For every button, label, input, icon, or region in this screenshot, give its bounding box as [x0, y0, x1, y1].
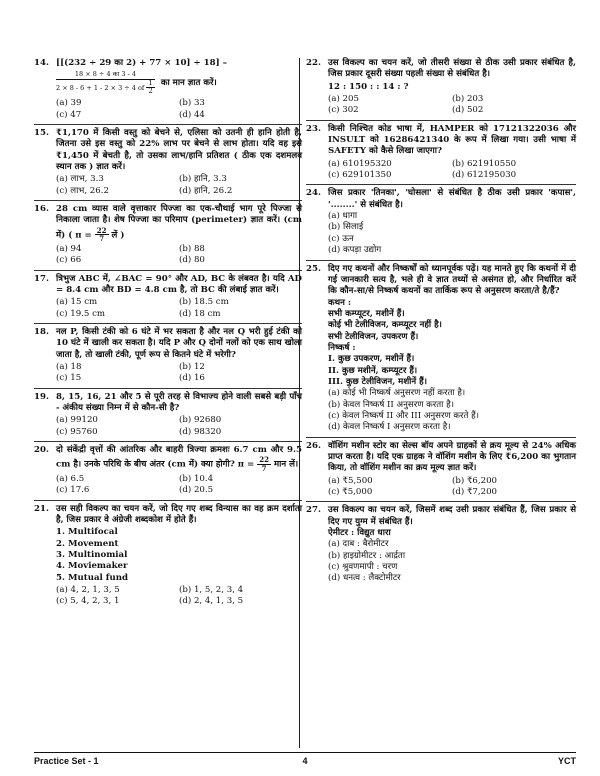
option-c[interactable]: (c) 17.6: [56, 485, 90, 496]
question-text: [56, 445, 302, 473]
option-a[interactable]: (a) ₹5,500: [328, 475, 373, 486]
question-number: 26.: [306, 440, 321, 451]
option-a[interactable]: (a) 15 cm: [56, 297, 98, 308]
question-number: 17.: [34, 273, 49, 284]
option-c[interactable]: (c) 15: [56, 373, 82, 384]
question-27: [306, 505, 576, 584]
option-c[interactable]: (c) 95760: [56, 426, 98, 437]
question-text: दिए गए कथनों और निष्कर्षों को ध्यानपूर्वक पढ़ें। यह मानते हुए कि कथनों में दी गई जानकारी सत्य है, भले ही वे ज्ञात तथ्यों से असंगत हो, और निर्धारित करें कि कौन-सा/से निष्कर्ष कथनों का तार्किक रूप से अनुसरण करता/ते है/हैं?: [328, 263, 576, 297]
question-number: 15.: [34, 127, 49, 138]
options: [328, 388, 576, 433]
divider: [34, 323, 302, 324]
question-19: [34, 392, 302, 438]
fraction: [56, 70, 155, 96]
option-a[interactable]: (a) लाभ, 3.3: [56, 174, 104, 185]
conclusion: II. कुछ मशीनें, कम्प्यूटर हैं।: [328, 365, 418, 376]
option-c[interactable]: (c) 66: [56, 255, 82, 266]
option-c[interactable]: (c) केवल निष्कर्ष II और III अनुसरण करते हैं।: [328, 410, 479, 421]
question-number: 25.: [306, 263, 321, 274]
question-text: उस विकल्प का चयन करें, जो तीसरी संख्या से ठीक उसी प्रकार संबंधित है, जिस प्रकार दूसरी संख्या पहली संख्या से संबंधित है।: [328, 58, 576, 80]
options: [56, 415, 302, 438]
word-item: 1. Multifocal: [56, 527, 118, 538]
pi-fraction: [95, 227, 109, 243]
option-a[interactable]: (a) दाब : बैरोमीटर: [328, 539, 389, 550]
option-c[interactable]: (c) लाभ, 26.2: [56, 185, 109, 196]
option-c[interactable]: (c) ऊन: [328, 233, 354, 244]
options: [328, 539, 576, 584]
small-fraction-denominator: 2: [148, 87, 153, 96]
option-d[interactable]: (d) हानि, 26.2: [179, 185, 233, 196]
option-a[interactable]: (a) 4, 2, 1, 3, 5: [56, 584, 120, 595]
option-b[interactable]: (b) केवल निष्कर्ष II अनुसरण करता है।: [328, 399, 454, 410]
question-number: 18.: [34, 327, 49, 338]
question-text: 8, 15, 16, 21 और 5 से पूरी तरह से विभाज्य होने वाली सबसे बड़ी पाँच - अंकीय संख्या निम्न में से कौन-सी है?: [56, 391, 302, 414]
question-text: [[(232 ÷ 29 का 2) + 77 × 10] ÷ 18] –: [56, 58, 227, 68]
option-d[interactable]: (d) 98320: [179, 426, 222, 437]
question-text: नल P, किसी टंकी को 6 घंटे में भर सकता है और नल Q भरी हुई टंकी को 10 घंटे में खाली कर सकता है। यदि P और Q दोनों नलों को एक साथ खोला जाता है, तो खाली टंकी, पूर्ण रूप से कितने घंटे में भरेगी?: [56, 327, 302, 360]
pi-numerator: 22: [96, 225, 107, 235]
conclusion: I. कुछ उपकरण, मशीनें हैं।: [328, 354, 415, 365]
question-22: [306, 58, 576, 117]
conclusion: III. कुछ टेलीविजन, मशीनें हैं।: [328, 376, 427, 387]
small-fraction: [146, 80, 154, 96]
question-24: [306, 188, 576, 256]
option-a[interactable]: (a) 610195320: [328, 158, 392, 169]
formula-suffix: का मान ज्ञात करें।: [160, 77, 217, 88]
option-a[interactable]: (a) 94: [56, 243, 82, 254]
question-number: 14.: [34, 58, 49, 68]
option-b[interactable]: (b) 203: [452, 94, 484, 105]
question-text: वॉशिंग मशीन स्टोर का सेल्स बॉय अपने ग्राहकों से क्रय मूल्य से 24% अधिक प्राप्त करता है। यदि एक ग्राहक ने वॉशिंग मशीन के लिए ₹6,200 का भुगतान किया, तो वॉशिंग मशीन का क्रय मूल्य ज्ञात करें।: [328, 440, 576, 474]
option-c[interactable]: (c) श्रुवणमापी : चरण: [328, 562, 398, 573]
options: [56, 297, 302, 320]
option-b[interactable]: (b) 10.4: [179, 473, 214, 484]
divider: [306, 501, 576, 502]
statement: कोई भी टेलीविजन, कम्प्यूटर नहीं है।: [328, 320, 442, 331]
right-column: [306, 58, 576, 588]
options: [328, 94, 576, 117]
option-d[interactable]: (d) 80: [179, 255, 205, 266]
divider: [34, 441, 302, 442]
option-d[interactable]: (d) 502: [452, 105, 484, 116]
question-20: [34, 445, 302, 496]
option-d[interactable]: (d) 16: [179, 373, 205, 384]
option-d[interactable]: (d) 612195030: [452, 170, 517, 181]
question-number: 21.: [34, 503, 49, 514]
options: [56, 174, 302, 197]
option-d[interactable]: (d) ₹7,200: [452, 487, 498, 498]
question-number: 19.: [34, 391, 49, 402]
page-number: 4: [302, 756, 308, 766]
question-21: [34, 504, 302, 608]
options: [328, 159, 576, 182]
divider: [34, 388, 302, 389]
question-text: जिस प्रकार 'तिनका', 'घोसला' से संबंधित है ठीक उसी प्रकार 'कपास', '........' से संबंधित है।: [328, 188, 576, 210]
option-b[interactable]: (b) ₹6,200: [452, 475, 498, 486]
question-text-main: दो संकेंद्री वृत्तों की आंतरिक और बाहरी त्रिज्या क्रमशः 6.7 cm और 9.5 cm है। उनके परिधि के बीच अंतर (cm में) क्या होगी? π =: [56, 445, 302, 471]
divider: [34, 500, 302, 501]
options: [56, 244, 302, 267]
divider: [306, 260, 576, 261]
divider: [34, 270, 302, 271]
question-25: [306, 264, 576, 434]
option-a[interactable]: (a) धागा: [328, 211, 358, 222]
formula: [56, 70, 302, 96]
pi-numerator: 22: [259, 455, 269, 465]
option-c[interactable]: (c) 302: [328, 105, 359, 116]
word-item: 2. Movement: [56, 538, 119, 549]
question-text: किसी निश्चित कोड भाषा में, HAMPER को 17121322036 और INSULT को 16286421340 के रूप में लिखा गया। उसी भाषा में SAFETY को कैसे लिखा जाएगा?: [328, 123, 576, 157]
option-b[interactable]: (b) 1, 5, 2, 3, 4: [179, 584, 244, 595]
word-list: [56, 527, 302, 584]
number-sequence: 12 : 150 : : 14 : ?: [328, 81, 409, 92]
divider: [34, 200, 302, 201]
publisher-label: YCT: [558, 756, 576, 766]
option-b[interactable]: (b) हाइग्रोमीटर : आर्द्रता: [328, 550, 406, 561]
option-a[interactable]: (a) 205: [328, 94, 359, 105]
fraction-numerator: 18 × 8 ÷ 4 का 3 - 4: [56, 70, 155, 79]
question-26: [306, 441, 576, 499]
option-c[interactable]: (c) 629101350: [328, 170, 392, 181]
question-text: ₹1,170 में किसी वस्तु को बेचने से, एलिसा को उतनी ही हानि होती है, जितना उसे इस वस्तु को 22% लाभ पर बेचने से लाभ होता। यदि वह इसे ₹1,450 में बेचती है, तो उसका लाभ/हानि प्रतिशत ( ठीक एक दशमलव स्थान तक ) ज्ञात करें।: [56, 127, 302, 172]
option-b[interactable]: (b) 33: [179, 98, 205, 109]
option-a[interactable]: (a) कोई भी निष्कर्ष अनुसरण नहीं करता है।: [328, 388, 466, 399]
option-b[interactable]: (b) 621910550: [452, 158, 517, 169]
question-text: उस सही विकल्प का चयन करें, जो दिए गए शब्द विन्यास का वह क्रम दर्शाता है, जिस प्रकार वे अंग्रेजी शब्दकोश में होते हैं।: [56, 503, 302, 525]
question-16: [34, 204, 302, 267]
options: [56, 362, 302, 385]
page-footer: [34, 752, 576, 768]
option-a[interactable]: (a) 18: [56, 362, 82, 373]
question-text-main: 28 cm व्यास वाले वृत्ताकार पिज्जा का एक-चौथाई भाग पूरे पिज्जा से निकाला जाता है। शेष पिज्जा का परिमाप (perimeter) ज्ञात करें। (cm में) ( π =: [56, 203, 302, 241]
options: [56, 585, 302, 608]
word-pair: ऐमीटर : विद्युत धारा: [328, 528, 391, 539]
option-b[interactable]: (b) हानि, 3.3: [179, 174, 227, 185]
question-18: [34, 327, 302, 385]
option-b[interactable]: (b) 92680: [179, 415, 222, 426]
conclusions-label: निष्कर्ष :: [328, 342, 356, 353]
pi-denominator: 7: [99, 234, 105, 244]
option-a[interactable]: (a) 6.5: [56, 473, 85, 484]
denominator-text: 2 × 8 - 6 + 1 - 2 × 3 ÷ 4 of: [56, 83, 145, 92]
footer-set-label: Practice Set - 1: [34, 756, 99, 766]
divider: [306, 437, 576, 438]
pi-denominator: 7: [261, 464, 267, 474]
option-d[interactable]: (d) केवल निष्कर्ष I अनुसरण करता है।: [328, 422, 451, 433]
small-fraction-numerator: 1: [148, 78, 153, 87]
question-23: [306, 124, 576, 182]
option-d[interactable]: (d) कपड़ा उद्योग: [328, 245, 382, 256]
option-b[interactable]: (b) सिलाई: [328, 222, 364, 233]
question-number: 27.: [306, 505, 321, 516]
option-d[interactable]: (d) धनत्व : लैक्टोमीटर: [328, 573, 401, 584]
question-number: 22.: [306, 58, 321, 68]
word-item: 4. Moviemaker: [56, 561, 128, 572]
question-number: 20.: [34, 445, 49, 456]
word-item: 5. Mutual fund: [56, 572, 128, 583]
pi-fraction: [257, 456, 271, 472]
question-number: 23.: [306, 123, 321, 134]
question-text-after: लें ): [111, 230, 125, 241]
question-17: [34, 274, 302, 320]
divider: [306, 184, 576, 185]
left-column: [34, 58, 302, 611]
question-text-after: मान लें।: [273, 460, 299, 471]
option-c[interactable]: (c) 19.5 cm: [56, 308, 106, 319]
divider: [34, 124, 302, 125]
option-d[interactable]: (d) 2, 4, 1, 3, 5: [179, 596, 244, 607]
option-d[interactable]: (d) 18 cm: [179, 308, 221, 319]
option-d[interactable]: (d) 44: [179, 109, 205, 120]
option-c[interactable]: (c) 47: [56, 109, 82, 120]
option-d[interactable]: (d) 20.5: [179, 485, 214, 496]
word-item: 3. Multinomial: [56, 549, 128, 560]
fraction-denominator: [56, 80, 155, 96]
option-b[interactable]: (b) 88: [179, 243, 205, 254]
option-a[interactable]: (a) 39: [56, 98, 82, 109]
divider: [306, 120, 576, 121]
statements-label: कथन :: [328, 297, 352, 308]
question-number: 24.: [306, 188, 321, 199]
column-divider: [299, 58, 300, 748]
options: [56, 474, 302, 497]
option-b[interactable]: (b) 18.5 cm: [179, 297, 229, 308]
options: [56, 98, 302, 121]
question-number: 16.: [34, 203, 49, 214]
option-b[interactable]: (b) 12: [179, 362, 205, 373]
question-15: [34, 128, 302, 197]
question-text: उस विकल्प का चयन करें, जिसमें शब्द उसी प्रकार संबंधित हैं, जिस प्रकार से दिए गए युग्म में संबंधित हैं।: [328, 505, 576, 527]
question-text: त्रिभुज ABC में, ∠BAC = 90° और AD, BC के लंबवत है। यदि AD = 8.4 cm और BD = 4.8 cm है, तो BC की लंबाई ज्ञात करें।: [56, 273, 302, 295]
option-a[interactable]: (a) 99120: [56, 415, 98, 426]
question-14: [34, 58, 302, 121]
option-c[interactable]: (c) 5, 4, 2, 3, 1: [56, 596, 120, 607]
options: [328, 476, 576, 499]
question-text: [56, 204, 302, 243]
options: [328, 211, 576, 256]
option-c[interactable]: (c) ₹5,000: [328, 487, 373, 498]
statement: सभी कम्प्यूटर, मशीनें हैं।: [328, 308, 405, 319]
statement: सभी टेलीविजन, उपकरण हैं।: [328, 331, 419, 342]
